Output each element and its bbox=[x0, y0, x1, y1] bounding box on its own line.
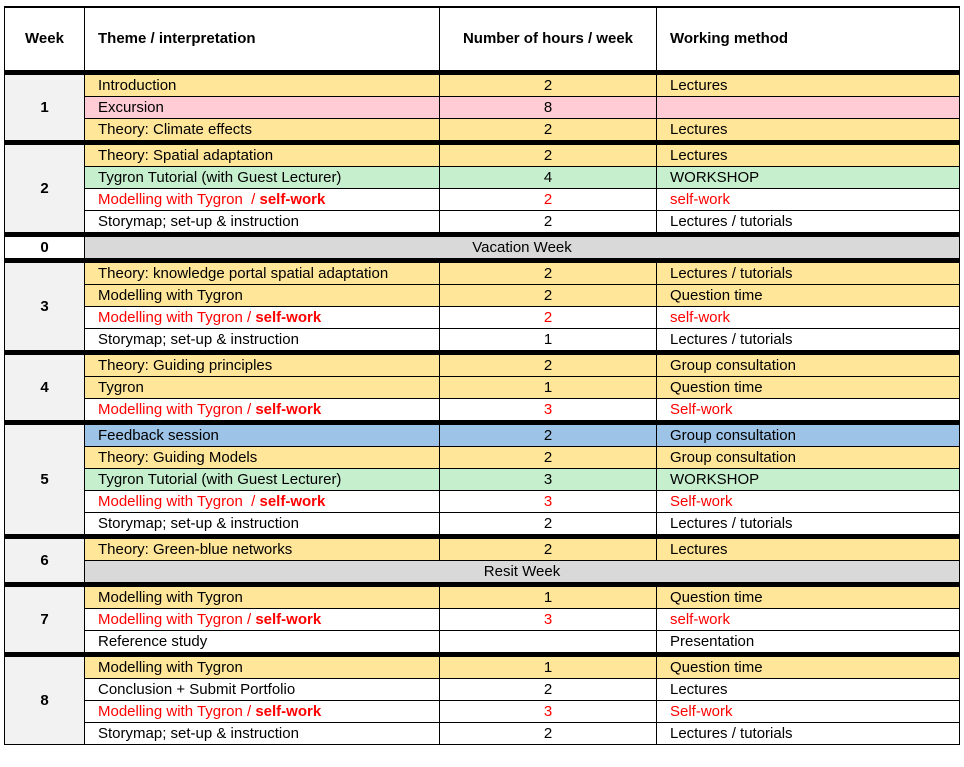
hours-cell: 8 bbox=[440, 97, 657, 119]
schedule-row bbox=[5, 655, 960, 679]
schedule-row bbox=[5, 585, 960, 609]
theme-cell bbox=[85, 631, 440, 655]
theme-cell bbox=[85, 447, 440, 469]
theme-cell bbox=[85, 655, 440, 679]
hours-cell: 2 bbox=[440, 423, 657, 447]
hours-cell: 2 bbox=[440, 513, 657, 537]
hours-cell: 2 bbox=[440, 119, 657, 143]
theme-text: Storymap; set-up & instruction bbox=[98, 724, 299, 742]
schedule-row bbox=[5, 631, 960, 655]
theme-cell bbox=[85, 701, 440, 723]
method-cell bbox=[657, 97, 960, 119]
hours-cell: 2 bbox=[440, 143, 657, 167]
schedule-row bbox=[5, 329, 960, 353]
self-work-label: self-work bbox=[255, 702, 322, 720]
theme-cell bbox=[85, 513, 440, 537]
theme-text: Theory: Spatial adaptation bbox=[98, 146, 274, 164]
method-cell: Group consultation bbox=[657, 423, 960, 447]
method-cell: Lectures / tutorials bbox=[657, 513, 960, 537]
theme-text: Modelling with Tygron / bbox=[98, 400, 256, 418]
theme-cell bbox=[85, 261, 440, 285]
header-row bbox=[5, 7, 960, 73]
schedule-row bbox=[5, 97, 960, 119]
hours-cell: 3 bbox=[440, 609, 657, 631]
header-theme: Theme / interpretation bbox=[85, 7, 440, 73]
hours-cell bbox=[440, 631, 657, 655]
theme-text: Modelling with Tygron / bbox=[98, 308, 256, 326]
schedule-row bbox=[5, 285, 960, 307]
self-work-label: self-work bbox=[255, 610, 322, 628]
theme-cell bbox=[85, 377, 440, 399]
hours-cell: 1 bbox=[440, 377, 657, 399]
theme-cell bbox=[85, 143, 440, 167]
method-cell: Question time bbox=[657, 585, 960, 609]
vacation-week-label: Vacation Week bbox=[85, 235, 960, 261]
method-cell: Lectures / tutorials bbox=[657, 723, 960, 745]
week-number: 7 bbox=[5, 585, 85, 655]
method-cell: Lectures / tutorials bbox=[657, 329, 960, 353]
theme-text: Modelling with Tygron bbox=[98, 658, 243, 676]
schedule-row bbox=[5, 469, 960, 491]
schedule-row bbox=[5, 377, 960, 399]
hours-cell: 2 bbox=[440, 73, 657, 97]
method-cell: Self-work bbox=[657, 399, 960, 423]
hours-cell: 2 bbox=[440, 447, 657, 469]
method-cell: Group consultation bbox=[657, 447, 960, 469]
theme-text: Theory: knowledge portal spatial adaptation bbox=[98, 264, 389, 282]
method-cell: Lectures / tutorials bbox=[657, 261, 960, 285]
theme-cell bbox=[85, 329, 440, 353]
hours-cell: 4 bbox=[440, 167, 657, 189]
theme-cell bbox=[85, 609, 440, 631]
theme-cell bbox=[85, 73, 440, 97]
schedule-row bbox=[5, 679, 960, 701]
theme-text: Modelling with Tygron / bbox=[98, 492, 260, 510]
method-cell: WORKSHOP bbox=[657, 469, 960, 491]
week-number: 3 bbox=[5, 261, 85, 353]
method-cell: Lectures bbox=[657, 119, 960, 143]
theme-cell bbox=[85, 97, 440, 119]
theme-text: Modelling with Tygron / bbox=[98, 702, 256, 720]
theme-text: Tygron bbox=[98, 378, 144, 396]
theme-text: Storymap; set-up & instruction bbox=[98, 212, 299, 230]
schedule-row bbox=[5, 261, 960, 285]
schedule-row bbox=[5, 513, 960, 537]
method-cell: self-work bbox=[657, 609, 960, 631]
hours-cell: 2 bbox=[440, 307, 657, 329]
theme-cell bbox=[85, 399, 440, 423]
header-method: Working method bbox=[657, 7, 960, 73]
theme-cell bbox=[85, 353, 440, 377]
self-work-label: self-work bbox=[255, 308, 322, 326]
hours-cell: 1 bbox=[440, 329, 657, 353]
hours-cell: 3 bbox=[440, 399, 657, 423]
schedule-row bbox=[5, 167, 960, 189]
resit-week-row bbox=[5, 561, 960, 585]
hours-cell: 2 bbox=[440, 353, 657, 377]
hours-cell: 2 bbox=[440, 189, 657, 211]
hours-cell: 3 bbox=[440, 469, 657, 491]
schedule-row bbox=[5, 307, 960, 329]
header-hours: Number of hours / week bbox=[440, 7, 657, 73]
week-number: 5 bbox=[5, 423, 85, 537]
schedule-row bbox=[5, 609, 960, 631]
theme-cell bbox=[85, 211, 440, 235]
schedule-row bbox=[5, 353, 960, 377]
theme-text: Modelling with Tygron bbox=[98, 286, 243, 304]
resit-week-label: Resit Week bbox=[85, 561, 960, 585]
self-work-label: self-work bbox=[255, 400, 322, 418]
hours-cell: 1 bbox=[440, 585, 657, 609]
theme-cell bbox=[85, 585, 440, 609]
theme-text: Theory: Climate effects bbox=[98, 120, 252, 138]
theme-cell bbox=[85, 119, 440, 143]
theme-text: Tygron Tutorial (with Guest Lecturer) bbox=[98, 470, 342, 488]
method-cell: Lectures bbox=[657, 679, 960, 701]
method-cell: Group consultation bbox=[657, 353, 960, 377]
theme-cell bbox=[85, 723, 440, 745]
hours-cell: 2 bbox=[440, 211, 657, 235]
week-number: 4 bbox=[5, 353, 85, 423]
theme-text: Excursion bbox=[98, 98, 164, 116]
week-number: 1 bbox=[5, 73, 85, 143]
schedule-row bbox=[5, 447, 960, 469]
week-number: 6 bbox=[5, 537, 85, 585]
theme-text: Conclusion + Submit Portfolio bbox=[98, 680, 296, 698]
hours-cell: 2 bbox=[440, 723, 657, 745]
theme-text: Feedback session bbox=[98, 426, 219, 444]
schedule-row bbox=[5, 701, 960, 723]
method-cell: self-work bbox=[657, 189, 960, 211]
theme-cell bbox=[85, 469, 440, 491]
method-cell: WORKSHOP bbox=[657, 167, 960, 189]
theme-text: Modelling with Tygron / bbox=[98, 610, 256, 628]
method-cell: Self-work bbox=[657, 701, 960, 723]
hours-cell: 3 bbox=[440, 491, 657, 513]
hours-cell: 3 bbox=[440, 701, 657, 723]
schedule-row bbox=[5, 189, 960, 211]
method-cell: Question time bbox=[657, 285, 960, 307]
schedule-row bbox=[5, 211, 960, 235]
schedule-row bbox=[5, 143, 960, 167]
method-cell: Lectures bbox=[657, 143, 960, 167]
theme-cell bbox=[85, 167, 440, 189]
theme-text: Storymap; set-up & instruction bbox=[98, 514, 299, 532]
schedule-row bbox=[5, 423, 960, 447]
schedule-row bbox=[5, 399, 960, 423]
theme-cell bbox=[85, 537, 440, 561]
schedule-row bbox=[5, 491, 960, 513]
theme-text: Modelling with Tygron / bbox=[98, 190, 260, 208]
week-number: 8 bbox=[5, 655, 85, 745]
table-body bbox=[5, 73, 960, 745]
method-cell: Presentation bbox=[657, 631, 960, 655]
schedule-row bbox=[5, 73, 960, 97]
theme-cell bbox=[85, 679, 440, 701]
table-header bbox=[5, 7, 960, 73]
theme-text: Reference study bbox=[98, 632, 208, 650]
week-number: 0 bbox=[5, 235, 85, 261]
method-cell: Self-work bbox=[657, 491, 960, 513]
hours-cell: 2 bbox=[440, 285, 657, 307]
theme-text: Theory: Green-blue networks bbox=[98, 540, 293, 558]
theme-cell bbox=[85, 307, 440, 329]
header-week: Week bbox=[5, 7, 85, 73]
self-work-label: self-work bbox=[259, 492, 326, 510]
self-work-label: self-work bbox=[259, 190, 326, 208]
schedule-row bbox=[5, 537, 960, 561]
method-cell: Question time bbox=[657, 655, 960, 679]
course-schedule-table bbox=[4, 6, 960, 745]
hours-cell: 2 bbox=[440, 537, 657, 561]
theme-cell bbox=[85, 189, 440, 211]
hours-cell: 2 bbox=[440, 679, 657, 701]
theme-text: Theory: Guiding Models bbox=[98, 448, 258, 466]
method-cell: self-work bbox=[657, 307, 960, 329]
method-cell: Question time bbox=[657, 377, 960, 399]
theme-cell bbox=[85, 491, 440, 513]
theme-text: Theory: Guiding principles bbox=[98, 356, 273, 374]
week-row bbox=[5, 235, 960, 261]
hours-cell: 1 bbox=[440, 655, 657, 679]
hours-cell: 2 bbox=[440, 261, 657, 285]
theme-text: Tygron Tutorial (with Guest Lecturer) bbox=[98, 168, 342, 186]
theme-cell bbox=[85, 285, 440, 307]
theme-text: Introduction bbox=[98, 76, 177, 94]
theme-cell bbox=[85, 423, 440, 447]
method-cell: Lectures / tutorials bbox=[657, 211, 960, 235]
method-cell: Lectures bbox=[657, 73, 960, 97]
theme-text: Modelling with Tygron bbox=[98, 588, 243, 606]
schedule-row bbox=[5, 119, 960, 143]
theme-text: Storymap; set-up & instruction bbox=[98, 330, 299, 348]
week-number: 2 bbox=[5, 143, 85, 235]
method-cell: Lectures bbox=[657, 537, 960, 561]
schedule-row bbox=[5, 723, 960, 745]
